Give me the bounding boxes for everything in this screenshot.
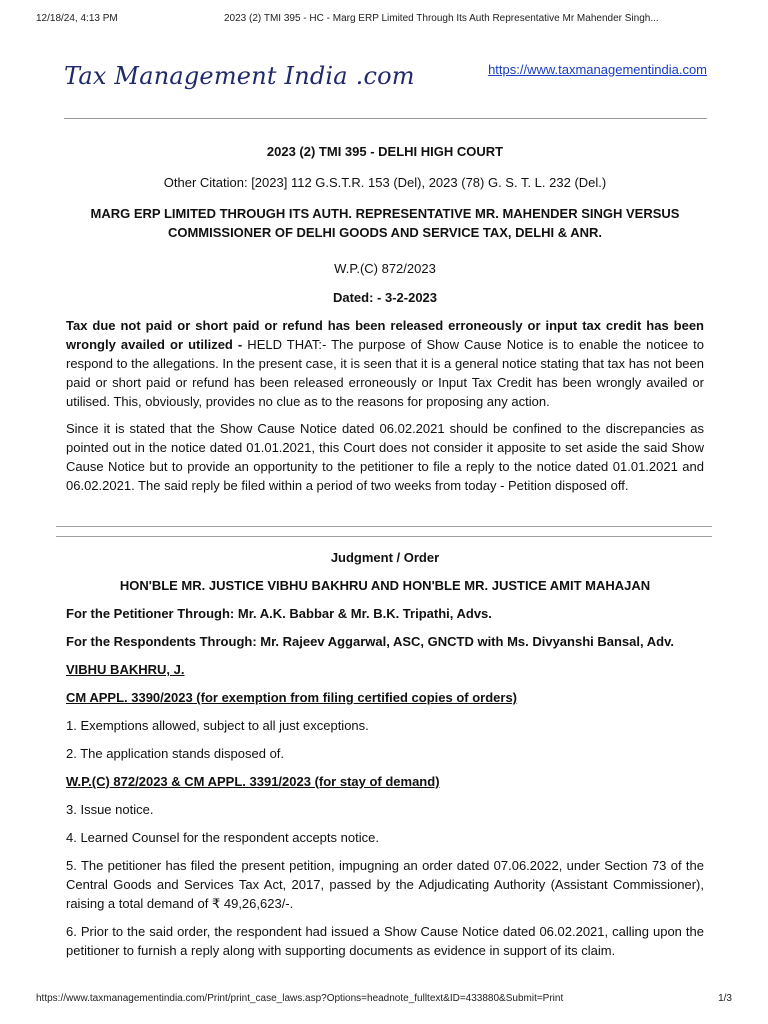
print-date: 12/18/24, 4:13 PM [36, 13, 118, 24]
print-title: 2023 (2) TMI 395 - HC - Marg ERP Limited Through Its Auth Representative Mr Mahender Singh... [224, 13, 659, 24]
case-parties: MARG ERP LIMITED THROUGH ITS AUTH. REPRESENTATIVE MR. MAHENDER SINGH VERSUS COMMISSIONER OF DELHI GOODS AND SERVICE TAX, DELHI & ANR. [90, 206, 680, 240]
judgment-para-2: 2. The application stands disposed of. [66, 746, 285, 761]
site-url-link[interactable]: https://www.taxmanagementindia.com [488, 62, 707, 77]
petition-number: W.P.(C) 872/2023 [334, 261, 436, 276]
judgment-para-5: 5. The petitioner has filed the present petition, impugning an order dated 07.06.2022, under Section 73 of the Central Goods and Services Tax Act, 2017, passed by the Adjudicating Authority (Assistant Commissioner), raising a total demand of ₹ 49,26,623/-. [66, 858, 704, 911]
wp-heading: W.P.(C) 872/2023 & CM APPL. 3391/2023 (for stay of demand) [66, 774, 440, 789]
headnote-text: HELD THAT:- The purpose of Show Cause Notice is to enable the noticee to respond to the allegations. In the present case, it is seen that it is a general notice stating that tax has not been paid or short paid or refund has been released erroneously or Input Tax Credit has been wrongly availed or utilised. This, obviously, provides no clue as to the reasons for proposing any action. [66, 337, 704, 409]
headnote-lead: Tax due not paid or short paid or refund has been released erroneously or input tax credit has been wrongly availed or utilized - [66, 318, 704, 352]
bench: HON'BLE MR. JUSTICE VIBHU BAKHRU AND HON'BLE MR. JUSTICE AMIT MAHAJAN [119, 578, 651, 593]
respondent-counsel: For the Respondents Through: Mr. Rajeev Aggarwal, ASC, GNCTD with Ms. Divyanshi Bansal, Adv. [66, 634, 674, 649]
print-url: https://www.taxmanagementindia.com/Print/print_case_laws.asp?Options=headnote_fulltext&ID=433880&Submit=Print [36, 993, 564, 1004]
print-footer [36, 993, 732, 1007]
headnote-paragraph [66, 316, 704, 411]
site-logo[interactable]: Tax Management India .com [64, 62, 415, 90]
judgment-para-1: 1. Exemptions allowed, subject to all just exceptions. [66, 718, 369, 733]
headnote-paragraph-2: Since it is stated that the Show Cause Notice dated 06.02.2021 should be confined to the discrepancies as pointed out in the notice dated 01.01.2021, this Court does not consider it apposite to set aside the said Show Cause Notice but to provide an opportunity to the petitioner to file a reply to the notice dated 01.01.2021 and 06.02.2021. The said reply be filed within a period of two weeks from today - Petition disposed off. [66, 421, 704, 493]
petitioner-counsel: For the Petitioner Through: Mr. A.K. Babbar & Mr. B.K. Tripathi, Advs. [66, 606, 492, 621]
judge-name: VIBHU BAKHRU, J. [66, 662, 185, 677]
judgment-para-3: 3. Issue notice. [66, 802, 154, 817]
judgment-section [66, 548, 704, 969]
header-divider [64, 118, 707, 119]
case-citation: 2023 (2) TMI 395 - DELHI HIGH COURT [266, 144, 504, 159]
section-divider [56, 526, 712, 537]
page-number: 1/3 [718, 993, 732, 1004]
case-date: Dated: - 3-2-2023 [332, 290, 438, 305]
judgment-heading: Judgment / Order [330, 550, 440, 565]
judgment-para-6: 6. Prior to the said order, the respondent had issued a Show Cause Notice dated 06.02.2021, calling upon the petitioner to furnish a reply along with supporting documents as evidence in support of its claim. [66, 924, 704, 958]
print-header [36, 13, 732, 27]
judgment-para-4: 4. Learned Counsel for the respondent accepts notice. [66, 830, 379, 845]
cm-appl-heading: CM APPL. 3390/2023 (for exemption from filing certified copies of orders) [66, 690, 518, 705]
case-headnote-section [66, 142, 704, 495]
other-citation: Other Citation: [2023] 112 G.S.T.R. 153 (Del), 2023 (78) G. S. T. L. 232 (Del.) [163, 175, 607, 190]
